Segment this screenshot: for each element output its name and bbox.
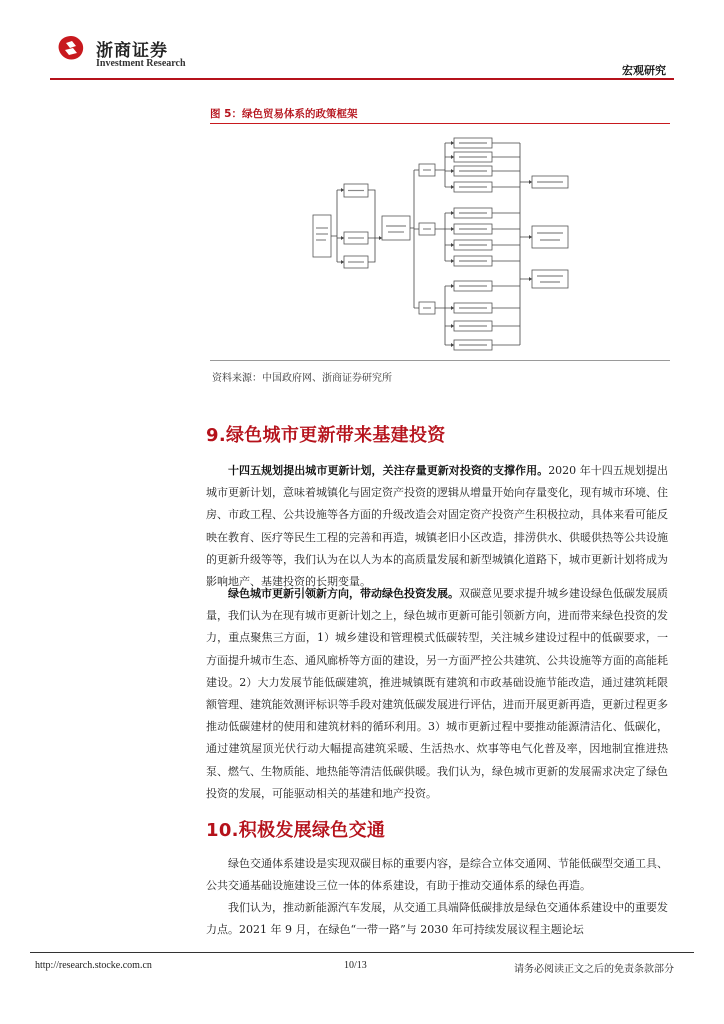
figure-source: 资料来源：中国政府网、浙商证券研究所 [212, 373, 392, 384]
paragraph-2-body: 双碳意见要求提升城乡建设绿色低碳发展质量，我们认为在现有城市更新计划之上，绿色城市更新可能引领新方向，进而带来绿色投资的发力，重点聚焦三方面，1）城乡建设和管理模式低碳转型，关注城乡建设过程中的低碳要求，一方面提升城市生态、通风廊桥等方面的建设，另一方面严控公共建筑、公共设施等方面的高能耗建设。2）大力发展节能低碳建筑，推进城镇既有建筑和市政基础设施节能改造，通过建筑耗限额管理、建筑能效测评标识等手段对建筑低碳发展进行评估，进而开展更新再造，更新过程更多推动低碳建材的使用和建筑材料的循环利用。3）城市更新过程中要推动能源清洁化、低碳化，通过建筑屋顶光伏行动大幅提高建筑采暖、生活热水、炊事等电气化普及率，因地制宜推进热泵、燃气、生物质能、地热能等清洁低碳供暖。我们认为，绿色城市更新的发展需求决定了绿色投资的发展，可能驱动相关的基建和地产投资。 [206, 587, 668, 800]
flow-node-center [382, 216, 410, 240]
section-9-paragraph-2 [206, 583, 668, 805]
report-category: 宏观研究 [622, 64, 666, 77]
section-9-heading: 9.绿色城市更新带来基建投资 [206, 425, 446, 446]
policy-framework-flowchart [300, 128, 600, 354]
flow-node-right-3 [532, 270, 568, 288]
section-10-paragraph-1: 绿色交通体系建设是实现双碳目标的重要内容，是综合立体交通网、节能低碳型交通工具、公共交通基础设施建设三位一体的体系建设，有助于推动交通体系的绿色再造。 [206, 857, 668, 893]
brand-name-en: Investment Research [96, 58, 186, 69]
section-10-paragraph-2: 我们认为，推动新能源汽车发展，从交通工具端降低碳排放是绿色交通体系建设中的重要发力点。2021 年 9 月，在绿色“一带一路”与 2030 年可持续发展议程主题论坛 [206, 901, 668, 937]
paragraph-1-body: 2020 年十四五规划提出城市更新计划，意味着城镇化与固定资产投资的逻辑从增量开始向存量变化，现有城市环境、住房、市政工程、公共设施等各方面的升级改造会对固定资产投资产生积极拉动，具体来看可能反映在教育、医疗等民生工程的完善和再造，城镇老旧小区改造，排涝供水、供暖供热等公共设施的更新升级等等，我们认为在以人为本的高质量发展和新型城镇化道路下，城市更新计划将成为影响地产、基建投资的长期变量。 [206, 464, 669, 589]
figure-title: 图 5：绿色贸易体系的政策框架 [210, 108, 358, 120]
paragraph-2-lead: 绿色城市更新引领新方向，带动绿色投资发展。 [228, 587, 459, 600]
flow-node-root [313, 215, 331, 257]
page-number: 10/13 [344, 960, 367, 971]
paragraph-1-lead: 十四五规划提出城市更新计划，关注存量更新对投资的支撑作用。 [228, 464, 549, 477]
footer-url-link[interactable]: http://research.stocke.com.cn [35, 960, 152, 971]
section-10-heading: 10.积极发展绿色交通 [206, 820, 386, 841]
section-9-paragraph-1 [206, 460, 668, 593]
flow-node-right-2 [532, 226, 568, 248]
footer-divider [30, 952, 694, 953]
header-divider [50, 78, 674, 80]
brand-logo-icon [56, 34, 86, 62]
figure-top-rule [210, 123, 670, 124]
brand-name-cn: 浙商证券 [96, 41, 168, 61]
footer-disclaimer: 请务必阅读正文之后的免责条款部分 [514, 964, 674, 975]
figure-bottom-rule [210, 360, 670, 361]
